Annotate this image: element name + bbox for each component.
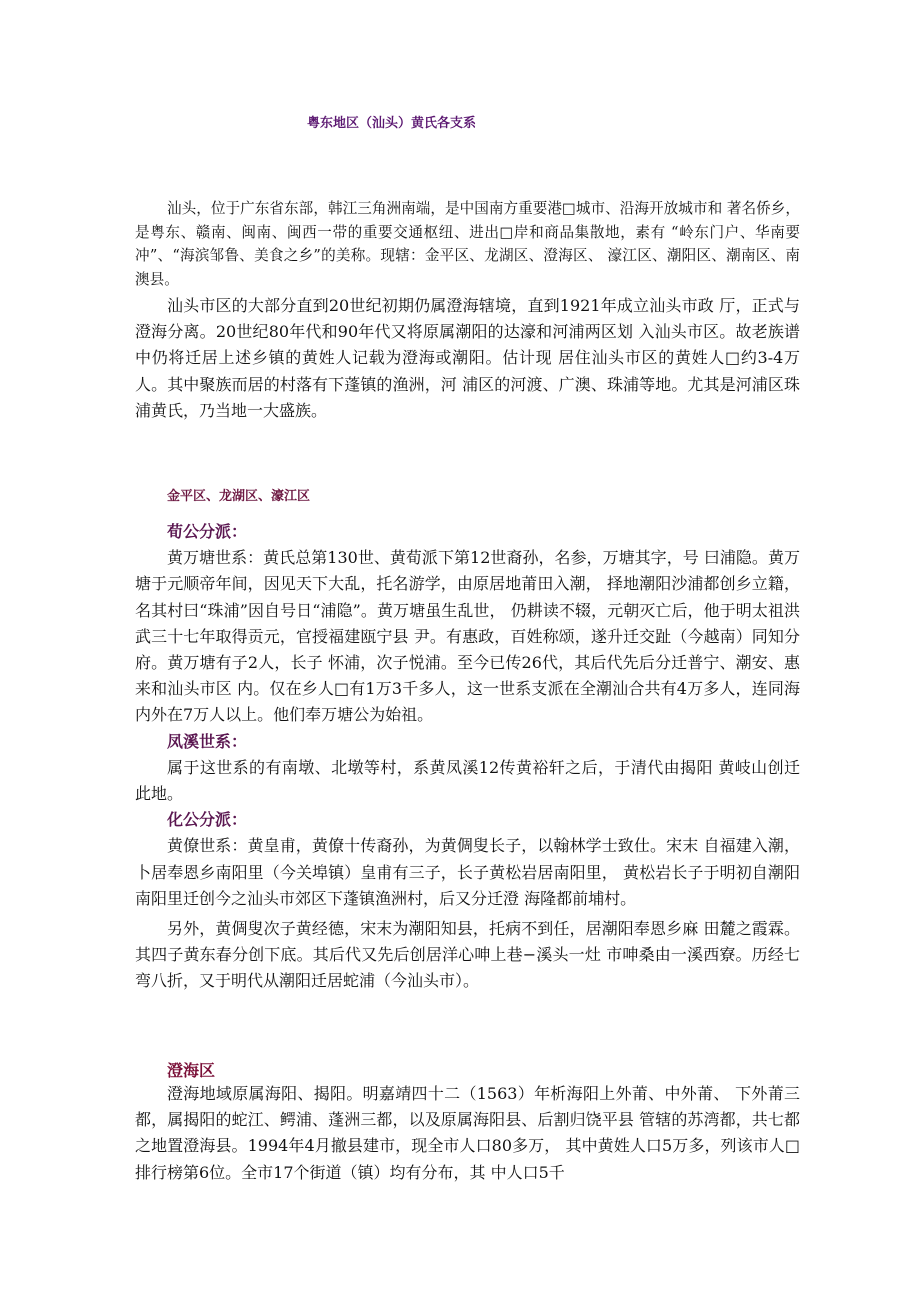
section-heading-chenghai: 澄海区	[167, 1061, 216, 1080]
subheading-fengxi-lineage: 凤溪世系：	[167, 731, 248, 751]
section-heading-jinping: 金平区、龙湖区、濠江区	[167, 489, 311, 504]
document-title: 粤东地区（汕头）黄氏各支系	[307, 116, 477, 131]
intro-paragraph-1: 汕头，位于广东省东部，韩江三角洲南端，是中国南方重要港□城市、沿海开放城市和 著名侨乡，是粤东、赣南、闽南、闽西一带的重要交通枢纽、进出□岸和商品集散地，素有 “岭东门户、华南要冲”、“海滨邹鲁、美食之乡”的美称。现辖：金平区、龙湖区、澄海区、 濠江区、潮阳区、潮南区、南澳县。	[135, 200, 800, 288]
paragraph-fengxi: 属于这世系的有南墩、北墩等村，系黄凤溪12传黄裕轩之后，于清代由揭阳 黄岐山创迁此地。	[135, 757, 800, 804]
paragraph-huang-liao: 黄僚世系：黄皇甫，黄僚十传裔孙，为黄倜叟长子，以翰林学士致仕。宋末 自福建入潮，卜居奉恩乡南阳里（今关埠镇）皇甫有三子，长子黄松岩居南阳里， 黄松岩长子于明初自潮阳南阳里迁创今之汕头市郊区下蓬镇渔洲村，后又分迁澄 海隆都前埔村。	[135, 836, 800, 908]
intro-paragraph-2: 汕头市区的大部分直到20世纪初期仍属澄海辖境，直到1921年成立汕头市政 厅，正式与澄海分离。20世纪80年代和90年代又将原属潮阳的达濠和河浦两区划 入汕头市区。故老族谱中仍将迁居上述乡镇的黄姓人记载为澄海或潮阳。估计现 居住汕头市区的黄姓人□约3-4万人。其中聚族而居的村落有下蓬镇的渔洲，河 浦区的河渡、广澳、珠浦等地。尤其是河浦区珠浦黄氏，乃当地一大盛族。	[135, 296, 800, 420]
paragraph-chenghai: 澄海地域原属海阳、揭阳。明嘉靖四十二（1563）年析海阳上外莆、中外莆、 下外莆三都，属揭阳的蛇江、鳄浦、蓬洲三都，以及原属海阳县、后割归饶平县 管辖的苏湾都，共七都之地置澄海县。1994年4月撤县建市，现全市人口80多万， 其中黄姓人口5万多，列该市人□排行榜第6位。全市17个街道（镇）均有分布，其 中人口5千	[135, 1084, 800, 1182]
intro-section	[135, 197, 800, 424]
subheading-hua-branch: 化公分派：	[167, 810, 248, 830]
paragraph-huang-wantang: 黄万塘世系：黄氏总第130世、黄荀派下第12世裔孙，名参，万塘其字，号 曰浦隐。黄万塘于元顺帝年间，因见天下大乱，托名游学，由原居地莆田入潮， 择地潮阳沙浦都创乡立籍，名其村曰“珠浦”因自号日“浦隐”。黄万塘虽生乱世， 仍耕读不辍，元朝灭亡后，他于明太祖洪武三十七年取得贡元，官授福建瓯宁县 尹。有惠政，百姓称颂，遂升迁交趾（今越南）同知分府。黄万塘有子2人，长子 怀浦，次子悦浦。至今已传26代，其后代先后分迁普宁、潮安、惠来和汕头市区 内。仅在乡人□有1万3千多人，这一世系支派在全潮汕合共有4万多人，连同海 内外在7万人以上。他们奉万塘公为始祖。	[135, 548, 800, 725]
section-jinping-body	[135, 519, 800, 995]
section-chenghai-body	[135, 1081, 800, 1186]
paragraph-huang-jingde: 另外，黄倜叟次子黄经德，宋末为潮阳知县，托病不到任，居潮阳奉恩乡麻 田麓之霞霖。其四子黄东春分创下底。其后代又先后创居洋心呻上巷−溪头一灶 市呻桑由一溪西寮。历经七弯八折，又于明代从潮阳迁居蛇浦（今汕头市）。	[135, 919, 800, 991]
subheading-xun-branch: 荀公分派：	[167, 522, 248, 541]
